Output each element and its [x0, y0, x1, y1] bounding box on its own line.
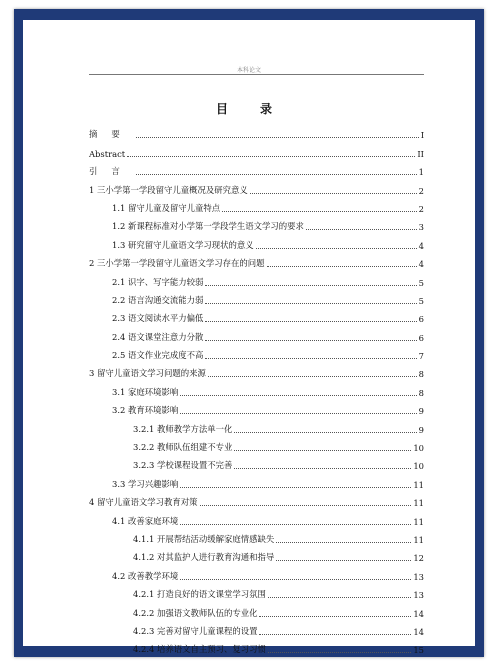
toc-entry[interactable]	[89, 619, 424, 637]
toc-entry-page-number: 9	[418, 406, 424, 417]
toc-entry-page-number: 3	[418, 222, 424, 233]
toc-entry[interactable]	[89, 361, 424, 379]
toc-entry-title: 3.2.3 学校课程设置不完善	[133, 460, 233, 471]
dot-leader	[205, 303, 416, 304]
toc-entry-title: 摘要	[89, 129, 134, 140]
toc-entry[interactable]	[89, 122, 424, 140]
dot-leader	[180, 487, 411, 488]
toc-entry-page-number: 10	[413, 461, 424, 472]
toc-entry[interactable]	[89, 563, 424, 581]
toc-entry[interactable]	[89, 527, 424, 545]
toc-entry-page-number: 11	[413, 498, 424, 509]
toc-entry-title: 4.1 改善家庭环境	[112, 515, 179, 526]
toc-entry[interactable]	[89, 232, 424, 250]
toc-entry-title: 2.4 语文课堂注意力分散	[112, 331, 204, 342]
document-frame	[14, 9, 484, 657]
toc-entry[interactable]	[89, 416, 424, 434]
toc-entry-title: 2.5 语文作业完成度不高	[112, 350, 204, 361]
toc-entry-page-number: 8	[418, 369, 424, 380]
dot-leader	[276, 542, 411, 543]
toc-entry-title: 4 留守儿童语文学习教育对策	[89, 497, 198, 508]
dot-leader	[205, 321, 416, 322]
toc-entry-title: 4.2.4 培养语文自主预习、复习习惯	[133, 644, 266, 655]
toc-entry[interactable]	[89, 177, 424, 195]
toc-entry-title: 3.3 学习兴趣影响	[112, 478, 179, 489]
toc-entry[interactable]	[89, 471, 424, 489]
toc-entry-page-number: 11	[413, 479, 424, 490]
toc-entry-title: 3.2.1 教师教学方法单一化	[133, 423, 233, 434]
toc-entry-title: 2.2 语言沟通交流能力弱	[112, 294, 204, 305]
toc-entry-page-number: 5	[418, 277, 424, 288]
toc-entry-title: 4.2 改善教学环境	[112, 570, 179, 581]
toc-entry-title: 1.3 研究留守儿童语文学习现状的意义	[112, 239, 254, 250]
toc-entry[interactable]	[89, 637, 424, 655]
dot-leader	[205, 340, 416, 341]
dot-leader	[256, 248, 417, 249]
toc-entry-title: 4.1.2 对其监护人进行教育沟通和指导	[133, 552, 275, 563]
toc-entry-title: 3.2.2 教师队伍组建不专业	[133, 442, 233, 453]
toc-entry-title: 4.2.1 打造良好的语文课堂学习氛围	[133, 589, 266, 600]
toc-entry[interactable]	[89, 379, 424, 397]
dot-leader	[200, 505, 412, 506]
toc-entry[interactable]	[89, 306, 424, 324]
dot-leader	[259, 616, 411, 617]
dot-leader	[234, 468, 411, 469]
dot-leader	[250, 193, 417, 194]
toc-entry[interactable]	[89, 435, 424, 453]
toc-entry-title: 1.2 新课程标准对小学第一学段学生语文学习的要求	[112, 221, 304, 232]
dot-leader	[208, 376, 417, 377]
toc-entry-title: 引言	[89, 166, 134, 177]
toc-entry-title: 3.2 教育环境影响	[112, 405, 179, 416]
toc-entry[interactable]	[89, 140, 424, 158]
toc-entry[interactable]	[89, 545, 424, 563]
toc-entry[interactable]	[89, 324, 424, 342]
toc-entry-page-number: 15	[413, 645, 424, 656]
dot-leader	[268, 597, 411, 598]
dot-leader	[306, 229, 417, 230]
toc-entry-title: 2.3 语文阅读水平力偏低	[112, 313, 204, 324]
toc-entry-page-number: 14	[413, 608, 424, 619]
toc-entry-page-number: I	[420, 130, 424, 141]
dot-leader	[180, 395, 416, 396]
toc-entry[interactable]	[89, 453, 424, 471]
toc-entry-page-number: 11	[413, 516, 424, 527]
dot-leader	[222, 211, 417, 212]
toc-entry-page-number: 9	[418, 424, 424, 435]
dot-leader	[276, 560, 411, 561]
toc-entry-page-number: 11	[413, 534, 424, 545]
dot-leader	[234, 432, 416, 433]
toc-entry-page-number: 6	[418, 332, 424, 343]
toc-entry-title: 3.1 家庭环境影响	[112, 386, 179, 397]
toc-entry-page-number: 2	[418, 185, 424, 196]
toc-entry-title: 2 三小学第一学段留守儿童语文学习存在的问题	[89, 258, 265, 269]
toc-entry-page-number: 13	[413, 571, 424, 582]
toc-entry-page-number: 5	[418, 295, 424, 306]
dot-leader	[136, 174, 417, 175]
toc-entry-title: 3 留守儿童语文学习问题的来源	[89, 368, 206, 379]
toc-title: 目 录	[215, 102, 282, 116]
toc-entry-page-number: 13	[413, 590, 424, 601]
toc-entry-page-number: 2	[418, 203, 424, 214]
dot-leader	[234, 450, 411, 451]
table-of-contents	[89, 122, 424, 655]
toc-entry[interactable]	[89, 269, 424, 287]
toc-entry[interactable]	[89, 159, 424, 177]
toc-entry-page-number: 7	[418, 351, 424, 362]
toc-entry-page-number: 14	[413, 626, 424, 637]
running-header: 本科论文	[236, 67, 261, 74]
toc-entry[interactable]	[89, 343, 424, 361]
header-rule	[89, 74, 424, 75]
toc-entry-title: 1 三小学第一学段留守儿童概况及研究意义	[89, 184, 248, 195]
toc-entry[interactable]	[89, 196, 424, 214]
toc-entry-page-number: 10	[413, 443, 424, 454]
toc-entry-title: 2.1 识字、写字能力较弱	[112, 276, 204, 287]
toc-entry-page-number: II	[417, 148, 424, 159]
toc-entry[interactable]	[89, 508, 424, 526]
toc-entry-page-number: 4	[418, 259, 424, 270]
dot-leader	[259, 634, 411, 635]
toc-entry[interactable]	[89, 251, 424, 269]
toc-entry-title: Abstract	[89, 148, 126, 159]
dot-leader	[180, 579, 411, 580]
toc-entry[interactable]	[89, 288, 424, 306]
toc-entry-page-number: 6	[418, 314, 424, 325]
toc-entry-title: 4.1.1 开展帮结活动缓解家庭情感缺失	[133, 533, 275, 544]
toc-entry[interactable]	[89, 398, 424, 416]
dot-leader	[205, 285, 416, 286]
dot-leader	[127, 156, 415, 157]
toc-entry-title: 4.2.3 完善对留守儿童课程的设置	[133, 625, 258, 636]
toc-entry-title: 1.1 留守儿童及留守儿童特点	[112, 202, 221, 213]
dot-leader	[180, 413, 416, 414]
dot-leader	[136, 137, 419, 138]
toc-entry-page-number: 8	[418, 387, 424, 398]
toc-entry[interactable]	[89, 600, 424, 618]
dot-leader	[268, 652, 411, 653]
dot-leader	[267, 266, 417, 267]
toc-entry-page-number: 1	[418, 167, 424, 178]
toc-entry[interactable]	[89, 490, 424, 508]
toc-entry-page-number: 4	[418, 240, 424, 251]
toc-entry[interactable]	[89, 214, 424, 232]
toc-entry[interactable]	[89, 582, 424, 600]
document-page	[23, 20, 475, 656]
dot-leader	[205, 358, 416, 359]
dot-leader	[180, 524, 411, 525]
toc-entry-page-number: 12	[413, 553, 424, 564]
toc-entry-title: 4.2.2 加强语文教师队伍的专业化	[133, 607, 258, 618]
